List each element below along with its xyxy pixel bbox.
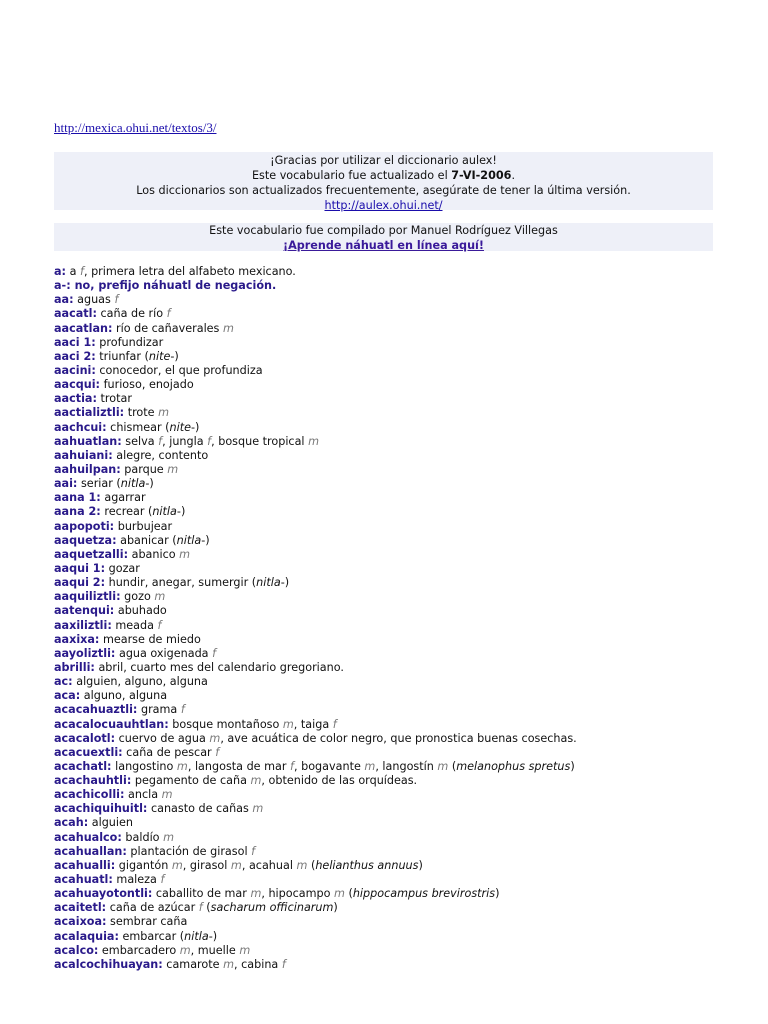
entry-definition: río de cañaverales [112, 321, 223, 335]
entry-definition: abuhado [114, 604, 167, 618]
gender-marker: f [198, 901, 203, 915]
gender-marker: f [212, 646, 217, 660]
entry-definition: , cabina [233, 957, 282, 971]
entry-definition: , langostín [375, 759, 438, 773]
entry-definition: caña de río [96, 307, 167, 321]
gender-marker: m [308, 434, 319, 448]
entry-definition: gozar [105, 561, 140, 575]
entry-headword: aacqui: [54, 378, 101, 392]
entry-definition: cuervo de agua [115, 731, 210, 745]
entry-definition: canasto de cañas [147, 802, 253, 816]
entry-headword: aapopoti: [54, 519, 115, 533]
gender-marker: m [222, 321, 234, 335]
dictionary-entry [54, 421, 754, 435]
entry-definition: caña de pescar [122, 745, 216, 759]
entry-headword: acacalotl: [54, 731, 116, 745]
entry-definition: -) [190, 420, 200, 434]
dictionary-entry [54, 279, 754, 293]
entry-definition: ( [307, 858, 316, 872]
entry-definition: , hipocampo [261, 887, 335, 901]
gender-marker: f [114, 293, 119, 307]
gender-marker: m [239, 943, 251, 957]
entry-definition: gozo [120, 590, 155, 604]
entry-definition: ( [448, 759, 457, 773]
entry-headword: acahuayotontli: [54, 887, 153, 901]
entry-definition: mearse de miedo [99, 632, 201, 646]
entry-headword: acahuatl: [54, 873, 113, 887]
entry-definition: , girasol [182, 858, 231, 872]
entry-definition: -) [201, 533, 210, 547]
gender-marker: m [179, 547, 191, 561]
entry-headword: acachicolli: [54, 788, 125, 802]
entry-headword: acahualco: [54, 830, 122, 844]
dictionary-entry [54, 364, 754, 378]
entry-headword: acah: [54, 816, 89, 830]
entry-definition: selva [121, 434, 159, 448]
italic-term: melanophus spretus [456, 759, 571, 773]
entry-definition: alegre, contento [112, 448, 209, 462]
entry-definition: -) [208, 929, 218, 943]
entry-definition: burbujear [114, 519, 173, 533]
dictionary-entry [54, 944, 754, 958]
gender-marker: m [250, 887, 262, 901]
entry-definition: , bogavante [293, 759, 365, 773]
italic-term: nitla [120, 477, 146, 491]
entry-headword: acacuextli: [54, 745, 123, 759]
gender-marker: m [282, 717, 294, 731]
entry-headword: aaci 2: [54, 349, 96, 363]
entry-definition: ) [333, 901, 338, 915]
entry-definition: gigantón [115, 858, 172, 872]
entry-headword: aana 1: [54, 491, 101, 505]
dictionary-entry [54, 336, 754, 350]
entry-definition: caña de azúcar [106, 901, 199, 915]
gender-marker: f [215, 745, 220, 759]
entry-definition: , muelle [190, 943, 240, 957]
entry-definition: plantación de girasol [126, 844, 252, 858]
entry-headword: aahuiani: [54, 448, 113, 462]
gender-marker: m [161, 788, 173, 802]
dictionary-entry [54, 675, 754, 689]
entry-definition: , obtenido de las orquídeas. [261, 774, 418, 788]
entry-definition: pegamento de caña [131, 774, 251, 788]
gender-marker: f [157, 618, 162, 632]
entry-definition: trote [124, 406, 159, 420]
dictionary-entry [54, 718, 754, 732]
updated-prefix: Este vocabulario fue actualizado el [251, 169, 452, 182]
entry-headword: acachatl: [54, 759, 112, 773]
gender-marker: f [166, 307, 171, 321]
entry-definition: conocedor, el que profundiza [95, 363, 263, 377]
entry-definition: camarote [162, 957, 224, 971]
entry-headword: aai: [54, 477, 78, 491]
gender-marker: m [364, 759, 376, 773]
italic-term: nitla [184, 929, 209, 943]
entry-headword: aahuatlan: [54, 434, 122, 448]
entry-definition: ) [495, 887, 500, 901]
dictionary-entry [54, 477, 754, 491]
dictionary-entry [54, 816, 754, 830]
frequency-text: Los diccionarios son actualizados frecuentemente, asegúrate de tener la última versión. [136, 184, 631, 197]
dictionary-entry [54, 520, 754, 534]
italic-term: sacharum officinarum [210, 901, 334, 915]
entry-definition: , taiga [293, 717, 333, 731]
entry-headword: acahuallan: [54, 844, 127, 858]
entry-definition: baldío [121, 830, 164, 844]
entry-definition: abanicar ( [116, 533, 177, 547]
entry-definition: agua oxigenada [115, 646, 213, 660]
dictionary-entry [54, 463, 754, 477]
entry-definition: , langosta de mar [187, 759, 291, 773]
entry-headword: aaqui 2: [54, 576, 106, 590]
gender-marker: f [332, 717, 337, 731]
entry-definition: maleza [112, 873, 161, 887]
entry-headword: a: [54, 265, 67, 278]
dictionary-entry [54, 703, 754, 717]
updated-text [54, 168, 713, 183]
gender-marker: m [296, 858, 308, 872]
entry-definition: ( [344, 887, 353, 901]
entry-headword: acacahuaztli: [54, 703, 138, 717]
dictionary-entry [54, 505, 754, 519]
dictionary-entry [54, 590, 754, 604]
entry-definition: abril, cuarto mes del calendario gregoriano. [94, 660, 344, 674]
dictionary-entry [54, 322, 754, 336]
dictionary-entry [54, 293, 754, 307]
gender-marker: m [171, 858, 183, 872]
gender-marker: m [158, 406, 170, 420]
dictionary-entry [54, 732, 754, 746]
entry-definition: agarrar [100, 491, 146, 505]
entry-definition: ( [202, 901, 211, 915]
dictionary-entry [54, 562, 754, 576]
update-notice [54, 152, 713, 210]
entry-headword: acalcochihuayan: [54, 957, 163, 971]
entry-definition: no, prefijo náhuatl de negación. [70, 279, 277, 293]
gender-marker: m [209, 731, 221, 745]
dictionary-entry [54, 350, 754, 364]
dictionary-entry [54, 901, 754, 915]
entry-definition: ) [418, 858, 423, 872]
entry-definition: , acahual [241, 858, 297, 872]
dictionary-entry [54, 661, 754, 675]
entry-headword: aactia: [54, 392, 97, 406]
gender-marker: m [437, 759, 449, 773]
entry-definition: parque [120, 462, 168, 476]
italic-term: hippocampus brevirostris [352, 887, 496, 901]
dictionary-entries [54, 265, 754, 972]
dictionary-entry [54, 845, 754, 859]
entry-definition: a [66, 265, 80, 278]
entry-headword: acacalocuauhtlan: [54, 717, 169, 731]
gender-marker: f [180, 703, 185, 717]
entry-definition: -) [280, 576, 290, 590]
dictionary-entry [54, 887, 754, 901]
compiler-text: Este vocabulario fue compilado por Manuel Rodríguez Villegas [209, 224, 558, 237]
dictionary-entry [54, 449, 754, 463]
entry-definition: langostino [111, 759, 177, 773]
entry-definition: chismear ( [106, 420, 170, 434]
gender-marker: f [281, 957, 286, 971]
credits-box [54, 223, 713, 251]
entry-headword: acaitetl: [54, 901, 107, 915]
gender-marker: m [163, 830, 174, 844]
entry-definition: -) [170, 349, 179, 363]
entry-definition: recrear ( [100, 505, 153, 519]
gender-marker: m [252, 802, 264, 816]
entry-definition: , ave acuática de color negro, que pronostica buenas cosechas. [220, 731, 577, 745]
entry-headword: aayoliztli: [54, 646, 116, 660]
entry-definition: abanico [128, 547, 180, 561]
dictionary-entry [54, 534, 754, 548]
dictionary-entry [54, 647, 754, 661]
entry-headword: aaquiliztli: [54, 590, 121, 604]
dictionary-entry [54, 619, 754, 633]
gender-marker: m [167, 462, 179, 476]
entry-headword: aahuilpan: [54, 462, 121, 476]
entry-headword: aca: [54, 689, 81, 703]
italic-term: nitla [256, 576, 281, 590]
entry-definition: ) [570, 759, 575, 773]
italic-term: nite [169, 420, 191, 434]
gender-marker: f [158, 434, 163, 448]
gender-marker: f [251, 844, 256, 858]
dictionary-entry [54, 774, 754, 788]
dictionary-entry [54, 307, 754, 321]
italic-term: nite [148, 349, 171, 363]
dictionary-entry [54, 689, 754, 703]
updated-date: 7-VI-2006 [451, 169, 512, 182]
entry-headword: aana 2: [54, 505, 101, 519]
aulex-link[interactable]: http://aulex.ohui.net/ [324, 199, 443, 212]
entry-headword: a-: [54, 279, 71, 293]
entry-headword: aaxixa: [54, 632, 100, 646]
dictionary-entry [54, 491, 754, 505]
dictionary-entry [54, 378, 754, 392]
entry-definition: triunfar ( [95, 349, 149, 363]
entry-definition: , jungla [162, 434, 208, 448]
updated-suffix: . [511, 169, 516, 182]
entry-definition: trotar [96, 392, 132, 406]
entry-headword: acalaquia: [54, 929, 119, 943]
entry-definition: ancla [124, 788, 162, 802]
entry-headword: aa: [54, 293, 74, 307]
gender-marker: f [160, 873, 165, 887]
thanks-text: ¡Gracias por utilizar el diccionario aulex! [270, 154, 497, 167]
dictionary-entry [54, 265, 754, 279]
entry-headword: aachcui: [54, 420, 107, 434]
dictionary-entry [54, 604, 754, 618]
italic-term: helianthus annuus [315, 858, 419, 872]
dictionary-entry [54, 435, 754, 449]
italic-term: nitla [176, 533, 202, 547]
entry-definition: -) [145, 477, 154, 491]
entry-headword: aacini: [54, 363, 96, 377]
gender-marker: m [230, 858, 242, 872]
dictionary-entry [54, 915, 754, 929]
gender-marker: f [80, 265, 84, 278]
dictionary-entry [54, 746, 754, 760]
gender-marker: m [250, 774, 262, 788]
entry-definition: , bosque tropical [211, 434, 309, 448]
dictionary-entry [54, 859, 754, 873]
entry-headword: aacatl: [54, 307, 97, 321]
dictionary-entry [54, 548, 754, 562]
entry-headword: aaquetzalli: [54, 547, 129, 561]
entry-definition: grama [137, 703, 181, 717]
entry-headword: aatenqui: [54, 604, 115, 618]
dictionary-entry [54, 958, 754, 972]
entry-definition: seriar ( [77, 477, 121, 491]
entry-headword: acaixoa: [54, 915, 107, 929]
entry-headword: aaqui 1: [54, 561, 106, 575]
entry-headword: aaxiliztli: [54, 618, 112, 632]
entry-definition: furioso, enojado [100, 378, 194, 392]
entry-headword: acahualli: [54, 858, 116, 872]
entry-headword: aacatlan: [54, 321, 113, 335]
dictionary-entry [54, 760, 754, 774]
gender-marker: f [207, 434, 212, 448]
entry-headword: aaci 1: [54, 335, 96, 349]
entry-headword: aactializtli: [54, 406, 125, 420]
entry-headword: acachiquihuitl: [54, 802, 148, 816]
entry-definition: hundir, anegar, sumergir ( [105, 576, 257, 590]
dictionary-entry [54, 930, 754, 944]
dictionary-entry [54, 576, 754, 590]
italic-term: nitla [152, 505, 177, 519]
gender-marker: m [179, 943, 191, 957]
entry-headword: ac: [54, 675, 73, 689]
dictionary-entry [54, 788, 754, 802]
gender-marker: f [290, 759, 294, 773]
entry-headword: abrilli: [54, 660, 95, 674]
gender-marker: m [154, 590, 166, 604]
gender-marker: m [334, 887, 345, 901]
learn-nahuatl-link[interactable]: ¡Aprende náhuatl en línea aquí! [283, 239, 484, 252]
entry-definition: alguien, alguno, alguna [72, 675, 208, 689]
entry-definition: embarcadero [98, 943, 180, 957]
gender-marker: m [176, 759, 188, 773]
dictionary-entry [54, 873, 754, 887]
entry-definition: sembrar caña [106, 915, 188, 929]
dictionary-entry [54, 406, 754, 420]
entry-definition: alguien [88, 816, 133, 830]
entry-definition: aguas [73, 293, 115, 307]
entry-definition: bosque montañoso [168, 717, 283, 731]
entry-definition: , primera letra del alfabeto mexicano. [83, 265, 296, 278]
dictionary-entry [54, 392, 754, 406]
entry-headword: aaquetza: [54, 533, 117, 547]
source-link[interactable]: http://mexica.ohui.net/textos/3/ [54, 120, 217, 135]
entry-definition: meada [111, 618, 158, 632]
dictionary-entry [54, 633, 754, 647]
entry-definition: alguno, alguna [80, 689, 168, 703]
entry-definition: embarcar ( [118, 929, 185, 943]
entry-headword: acachauhtli: [54, 774, 132, 788]
entry-definition: caballito de mar [152, 887, 251, 901]
dictionary-entry [54, 802, 754, 816]
dictionary-entry [54, 831, 754, 845]
gender-marker: m [223, 957, 234, 971]
entry-definition: -) [176, 505, 186, 519]
entry-headword: acalco: [54, 943, 99, 957]
entry-definition: profundizar [95, 335, 164, 349]
